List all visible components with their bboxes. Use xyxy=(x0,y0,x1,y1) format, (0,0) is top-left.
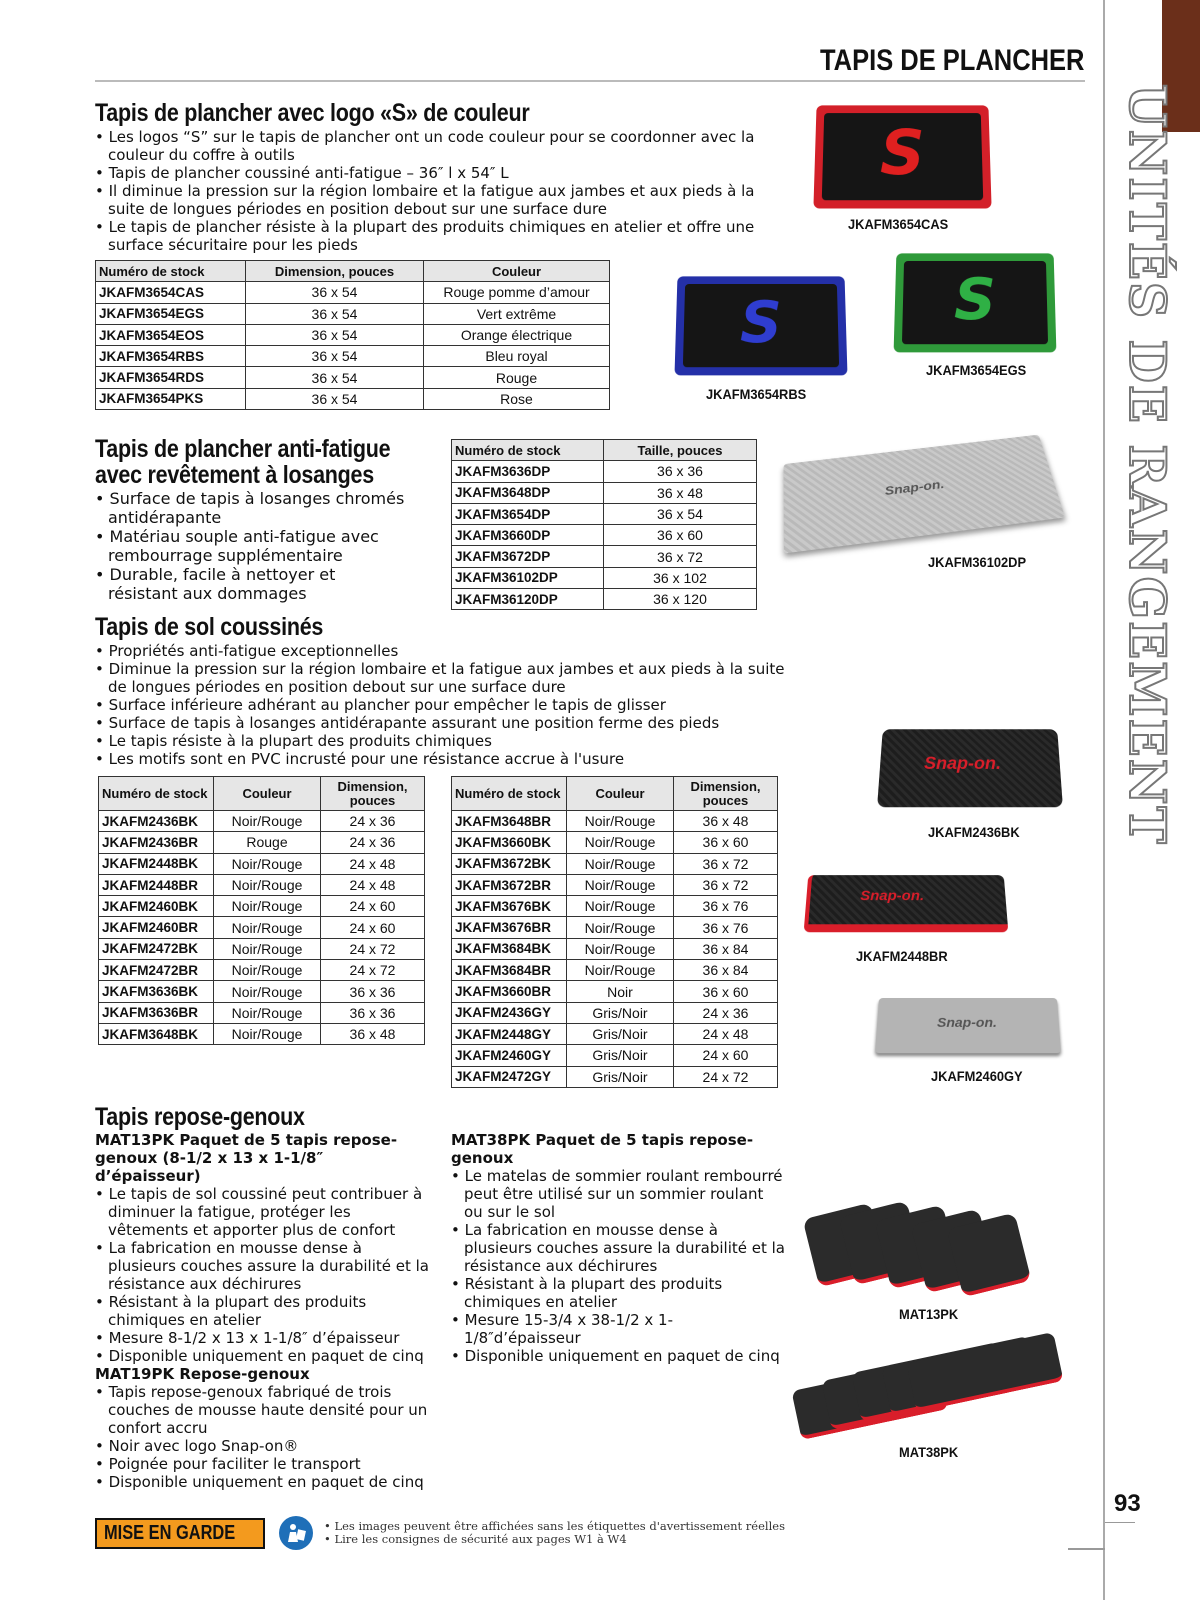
table-cell: Rouge xyxy=(424,367,610,388)
table-cell: Orange électrique xyxy=(424,324,610,345)
table-cell: 24 x 72 xyxy=(674,1066,778,1087)
brand-logo: Snap-on. xyxy=(859,887,925,904)
table-row xyxy=(452,482,757,503)
stock-number-cell: JKAFM2460GY xyxy=(452,1045,567,1066)
col-color: Couleur xyxy=(214,777,321,811)
col-color: Couleur xyxy=(424,261,610,282)
table-cell: 36 x 36 xyxy=(604,461,757,482)
stock-number-cell: JKAFM3648DP xyxy=(452,482,604,503)
image-label-egs: JKAFM3654EGS xyxy=(926,362,1027,378)
stock-number-cell: JKAFM2436GY xyxy=(452,1002,567,1023)
table-cell: Noir/Rouge xyxy=(567,874,674,895)
mat-image-green-s-logo: S xyxy=(894,253,1057,352)
stock-number-cell: JKAFM3654RDS xyxy=(96,367,246,388)
mat19-bullets xyxy=(95,1383,430,1491)
table-cell: 36 x 60 xyxy=(674,981,778,1002)
table-cell: Rouge xyxy=(214,832,321,853)
stock-number-cell: JKAFM3672DP xyxy=(452,546,604,567)
table-cell: Gris/Noir xyxy=(567,1002,674,1023)
stock-number-cell: JKAFM2472BK xyxy=(99,938,214,959)
table-cell: Gris/Noir xyxy=(567,1023,674,1044)
table-cell: 36 x 72 xyxy=(674,874,778,895)
table-row xyxy=(99,832,425,853)
stock-number-cell: JKAFM36102DP xyxy=(452,567,604,588)
table-row xyxy=(452,1023,778,1044)
table-row xyxy=(452,1002,778,1023)
stock-number-cell: JKAFM2436BK xyxy=(99,811,214,832)
table-cell: 36 x 36 xyxy=(321,1002,425,1023)
table-row xyxy=(99,853,425,874)
table-row xyxy=(99,811,425,832)
header-rule xyxy=(95,80,1085,82)
stock-number-cell: JKAFM3636BK xyxy=(99,981,214,1002)
page-number: 93 xyxy=(1114,1490,1141,1517)
stock-number-cell: JKAFM3648BR xyxy=(452,811,567,832)
table-row xyxy=(99,917,425,938)
table-cell: Vert extrême xyxy=(424,303,610,324)
table-row xyxy=(452,896,778,917)
table-cell: Noir/Rouge xyxy=(567,853,674,874)
stock-number-cell: JKAFM3636DP xyxy=(452,461,604,482)
mat-image-gray xyxy=(875,998,1061,1053)
mat-image-knee-pads-13 xyxy=(810,1190,1040,1310)
brand-logo: Snap-on. xyxy=(936,1014,998,1030)
footer-note: • Lire les consignes de sécurité aux pages W1 à W4 xyxy=(324,1533,785,1546)
stock-number-cell: JKAFM3676BK xyxy=(452,896,567,917)
table-cell: 24 x 60 xyxy=(674,1045,778,1066)
stock-number-cell: JKAFM2472GY xyxy=(452,1066,567,1087)
stock-number-cell: JKAFM3654CAS xyxy=(96,282,246,303)
bullet-item: • Surface de tapis à losanges antidérapante assurant une position ferme des pieds xyxy=(95,714,795,732)
bullet-item: • Disponible uniquement en paquet de cinq xyxy=(95,1347,430,1365)
table-row xyxy=(452,832,778,853)
diamond-mats-bullets xyxy=(95,489,405,603)
stock-number-cell: JKAFM2448BR xyxy=(99,874,214,895)
page-number-rule xyxy=(1068,1548,1105,1550)
table-cell: 24 x 72 xyxy=(321,960,425,981)
table-cell: 36 x 54 xyxy=(246,367,424,388)
table-row xyxy=(452,1066,778,1087)
table-row xyxy=(99,981,425,1002)
cushion-mats-table-b xyxy=(451,776,778,1088)
table-row xyxy=(96,324,610,345)
table-cell: Noir/Rouge xyxy=(214,917,321,938)
stock-number-cell: JKAFM3654DP xyxy=(452,503,604,524)
table-cell: Noir xyxy=(567,981,674,1002)
table-row xyxy=(452,938,778,959)
brand-logo: Snap-on. xyxy=(883,476,946,498)
image-label-dp: JKAFM36102DP xyxy=(928,554,1027,570)
bullet-item: • Surface inférieure adhérant au plancher pour empêcher le tapis de glisser xyxy=(95,696,795,714)
table-row xyxy=(96,367,610,388)
table-cell: 36 x 54 xyxy=(246,303,424,324)
table-cell: 36 x 60 xyxy=(604,525,757,546)
table-cell: 36 x 84 xyxy=(674,960,778,981)
bullet-item: • La fabrication en mousse dense à plusieurs couches assure la durabilité et la résistance aux déchirures xyxy=(451,1221,786,1275)
section-title-diamond-l1: Tapis de plancher anti-fatigue xyxy=(95,435,391,463)
table-cell: 24 x 48 xyxy=(674,1023,778,1044)
table-cell: Noir/Rouge xyxy=(567,917,674,938)
table-cell: 36 x 54 xyxy=(604,503,757,524)
table-cell: 36 x 54 xyxy=(246,324,424,345)
stock-number-cell: JKAFM3672BK xyxy=(452,853,567,874)
bullet-item: • Noir avec logo Snap-on® xyxy=(95,1437,430,1455)
table-row xyxy=(96,388,610,409)
mat38-title: MAT38PK Paquet de 5 tapis repose-genoux xyxy=(451,1131,754,1167)
bullet-item: • Poignée pour faciliter le transport xyxy=(95,1455,430,1473)
stock-number-cell: JKAFM3648BK xyxy=(99,1023,214,1044)
col-dimension: Dimension, pouces xyxy=(321,777,425,811)
stock-number-cell: JKAFM3654PKS xyxy=(96,388,246,409)
mat38-bullets xyxy=(451,1167,786,1365)
table-row xyxy=(99,938,425,959)
table-row xyxy=(452,567,757,588)
diamond-mats-table xyxy=(451,439,757,610)
table-row xyxy=(452,853,778,874)
stock-number-cell: JKAFM3636BR xyxy=(99,1002,214,1023)
side-title: UNITÉS DE RANGEMENT xyxy=(1118,84,1177,846)
bullet-item: • Disponible uniquement en paquet de cinq xyxy=(451,1347,786,1365)
image-label-rbs: JKAFM3654RBS xyxy=(706,386,807,402)
stock-number-cell: JKAFM3684BR xyxy=(452,960,567,981)
mat-image-diamond-plate xyxy=(784,435,1066,554)
table-row xyxy=(452,503,757,524)
stock-number-cell: JKAFM3684BK xyxy=(452,938,567,959)
bullet-item: • Mesure 8-1/2 x 13 x 1-1/8″ d’épaisseur xyxy=(95,1329,430,1347)
table-cell: Noir/Rouge xyxy=(567,960,674,981)
table-row xyxy=(99,874,425,895)
stock-number-cell: JKAFM3660BR xyxy=(452,981,567,1002)
col-color: Couleur xyxy=(567,777,674,811)
table-cell: 24 x 36 xyxy=(674,1002,778,1023)
mat13-bullets xyxy=(95,1185,430,1365)
table-row xyxy=(96,303,610,324)
col-dimension: Dimension, pouces xyxy=(674,777,778,811)
bullet-item: • Le tapis résiste à la plupart des produits chimiques xyxy=(95,732,795,750)
stock-number-cell: JKAFM3660DP xyxy=(452,525,604,546)
table-cell: Noir/Rouge xyxy=(214,981,321,1002)
stock-number-cell: JKAFM2460BK xyxy=(99,896,214,917)
table-cell: Noir/Rouge xyxy=(567,811,674,832)
col-stock: Numéro de stock xyxy=(452,777,567,811)
bullet-item: • Diminue la pression sur la région lombaire et la fatigue aux jambes et aux pieds à la suite de longues périodes en position debout sur une surface dure xyxy=(95,660,795,696)
bullet-item: • Durable, facile à nettoyer et résistant aux dommages xyxy=(95,565,405,603)
table-cell: Noir/Rouge xyxy=(214,874,321,895)
table-row xyxy=(99,896,425,917)
table-cell: 36 x 54 xyxy=(246,388,424,409)
table-cell: Gris/Noir xyxy=(567,1066,674,1087)
footer-notes xyxy=(324,1520,785,1546)
table-cell: 36 x 84 xyxy=(674,938,778,959)
mat-image-red-s-logo: S xyxy=(813,105,991,208)
brand-logo: Snap-on. xyxy=(923,753,1002,773)
col-stock: Numéro de stock xyxy=(99,777,214,811)
warning-label: MISE EN GARDE xyxy=(104,1522,236,1544)
table-row xyxy=(99,1002,425,1023)
bullet-item: • Les motifs sont en PVC incrusté pour une résistance accrue à l'usure xyxy=(95,750,795,768)
stock-number-cell: JKAFM3660BK xyxy=(452,832,567,853)
table-cell: 24 x 36 xyxy=(321,811,425,832)
side-rule xyxy=(1103,0,1105,1600)
col-dimension: Dimension, pouces xyxy=(246,261,424,282)
mat38-block xyxy=(451,1131,786,1365)
stock-number-cell: JKAFM3654EGS xyxy=(96,303,246,324)
mat-image-blue-s-logo: S xyxy=(674,276,847,375)
table-row xyxy=(452,960,778,981)
mat-image-black-red xyxy=(877,729,1063,807)
bullet-item: • Le tapis de plancher résiste à la plupart des produits chimiques en atelier et offre une surface sécuritaire pour les pieds xyxy=(95,218,795,254)
table-cell: Noir/Rouge xyxy=(214,1002,321,1023)
table-cell: Noir/Rouge xyxy=(567,832,674,853)
table-row xyxy=(452,811,778,832)
mat13-title: MAT13PK Paquet de 5 tapis repose-genoux (8-1/2 x 13 x 1-1/8″ d’épaisseur) xyxy=(95,1131,398,1185)
table-cell: 36 x 72 xyxy=(604,546,757,567)
table-cell: 36 x 76 xyxy=(674,917,778,938)
table-cell: 36 x 36 xyxy=(321,981,425,1002)
table-row xyxy=(452,461,757,482)
table-cell: Noir/Rouge xyxy=(214,938,321,959)
table-cell: 24 x 72 xyxy=(321,938,425,959)
table-row xyxy=(452,981,778,1002)
page-title: TAPIS DE PLANCHER xyxy=(820,44,1085,77)
table-cell: 36 x 120 xyxy=(604,589,757,610)
table-cell: Noir/Rouge xyxy=(214,896,321,917)
table-cell: Bleu royal xyxy=(424,346,610,367)
footer-note: • Les images peuvent être affichées sans les étiquettes d'avertissement réelles xyxy=(324,1520,785,1533)
mat-image-knee-pads-38 xyxy=(795,1345,1065,1435)
mat13-block xyxy=(95,1131,430,1491)
table-cell: Noir/Rouge xyxy=(214,853,321,874)
page-number-rule xyxy=(1105,1522,1135,1523)
table-row xyxy=(452,1045,778,1066)
logo-mats-table xyxy=(95,260,610,410)
logo-mats-bullets xyxy=(95,128,795,254)
image-label-cas: JKAFM3654CAS xyxy=(848,216,949,232)
bullet-item: • Propriétés anti-fatigue exceptionnelles xyxy=(95,642,795,660)
manual-read-icon xyxy=(279,1516,313,1550)
stock-number-cell: JKAFM3676BR xyxy=(452,917,567,938)
table-row xyxy=(99,960,425,981)
bullet-item: • Tapis de plancher coussiné anti-fatigue – 36″ l x 54″ L xyxy=(95,164,795,182)
table-row xyxy=(96,346,610,367)
bullet-item: • Résistant à la plupart des produits chimiques en atelier xyxy=(451,1275,786,1311)
table-cell: 36 x 54 xyxy=(246,282,424,303)
table-cell: Noir/Rouge xyxy=(214,1023,321,1044)
table-cell: Gris/Noir xyxy=(567,1045,674,1066)
table-row xyxy=(452,589,757,610)
table-cell: 36 x 54 xyxy=(246,346,424,367)
table-cell: 24 x 36 xyxy=(321,832,425,853)
table-cell: 36 x 102 xyxy=(604,567,757,588)
mat19-title: MAT19PK Repose-genoux xyxy=(95,1365,310,1383)
bullet-item: • Tapis repose-genoux fabriqué de trois couches de mousse haute densité pour un confort accru xyxy=(95,1383,430,1437)
col-stock: Numéro de stock xyxy=(96,261,246,282)
table-cell: 24 x 60 xyxy=(321,917,425,938)
table-row xyxy=(452,546,757,567)
warning-badge xyxy=(95,1518,265,1549)
stock-number-cell: JKAFM3672BR xyxy=(452,874,567,895)
table-row xyxy=(99,1023,425,1044)
table-cell: Rouge pomme d’amour xyxy=(424,282,610,303)
bullet-item: • La fabrication en mousse dense à plusieurs couches assure la durabilité et la résistance aux déchirures xyxy=(95,1239,430,1293)
stock-number-cell: JKAFM3654RBS xyxy=(96,346,246,367)
stock-number-cell: JKAFM2448BK xyxy=(99,853,214,874)
table-row xyxy=(452,874,778,895)
table-row xyxy=(96,282,610,303)
table-cell: 24 x 48 xyxy=(321,874,425,895)
bullet-item: • Le matelas de sommier roulant rembourré peut être utilisé sur un sommier roulant ou sur le sol xyxy=(451,1167,786,1221)
bullet-item: • Le tapis de sol coussiné peut contribuer à diminuer la fatigue, protéger les vêtements et apporter plus de confort xyxy=(95,1185,430,1239)
stock-number-cell: JKAFM3654EOS xyxy=(96,324,246,345)
table-row xyxy=(452,525,757,546)
table-cell: Noir/Rouge xyxy=(567,896,674,917)
table-cell: Rose xyxy=(424,388,610,409)
bullet-item: • Il diminue la pression sur la région lombaire et la fatigue aux jambes et aux pieds à la suite de longues périodes en position debout sur une surface dure xyxy=(95,182,795,218)
table-cell: 36 x 48 xyxy=(674,811,778,832)
col-stock: Numéro de stock xyxy=(452,440,604,461)
table-cell: Noir/Rouge xyxy=(567,938,674,959)
table-cell: Noir/Rouge xyxy=(214,960,321,981)
table-cell: 24 x 60 xyxy=(321,896,425,917)
section-title-logo-mats: Tapis de plancher avec logo «S» de couleur xyxy=(95,99,530,127)
cushion-mats-table-a xyxy=(98,776,425,1045)
stock-number-cell: JKAFM2448GY xyxy=(452,1023,567,1044)
section-title-knee-pads: Tapis repose-genoux xyxy=(95,1103,305,1131)
table-cell: 36 x 48 xyxy=(321,1023,425,1044)
bullet-item: • Mesure 15-3/4 x 38-1/2 x 1-1/8″d’épaisseur xyxy=(451,1311,786,1347)
stock-number-cell: JKAFM2472BR xyxy=(99,960,214,981)
table-cell: 36 x 72 xyxy=(674,853,778,874)
table-cell: Noir/Rouge xyxy=(214,811,321,832)
table-cell: 36 x 48 xyxy=(604,482,757,503)
stock-number-cell: JKAFM36120DP xyxy=(452,589,604,610)
col-size: Taille, pouces xyxy=(604,440,757,461)
bullet-item: • Les logos “S” sur le tapis de plancher ont un code couleur pour se coordonner avec la couleur du coffre à outils xyxy=(95,128,795,164)
mat-image-red-border xyxy=(804,875,1009,932)
bullet-item: • Matériau souple anti-fatigue avec rembourrage supplémentaire xyxy=(95,527,405,565)
stock-number-cell: JKAFM2436BR xyxy=(99,832,214,853)
section-title-cushion-mats: Tapis de sol coussinés xyxy=(95,613,324,641)
bullet-item: • Résistant à la plupart des produits chimiques en atelier xyxy=(95,1293,430,1329)
cushion-mats-bullets xyxy=(95,642,795,768)
table-cell: 24 x 48 xyxy=(321,853,425,874)
image-label-br: JKAFM2448BR xyxy=(856,948,948,964)
bullet-item: • Surface de tapis à losanges chromés antidérapante xyxy=(95,489,405,527)
table-row xyxy=(452,917,778,938)
bullet-item: • Disponible uniquement en paquet de cinq xyxy=(95,1473,430,1491)
image-label-bk: JKAFM2436BK xyxy=(928,824,1020,840)
image-label-mat13: MAT13PK xyxy=(899,1306,959,1322)
table-cell: 36 x 60 xyxy=(674,832,778,853)
stock-number-cell: JKAFM2460BR xyxy=(99,917,214,938)
image-label-gy: JKAFM2460GY xyxy=(931,1068,1023,1084)
table-cell: 36 x 76 xyxy=(674,896,778,917)
image-label-mat38: MAT38PK xyxy=(899,1444,959,1460)
section-title-diamond-l2: avec revêtement à losanges xyxy=(95,461,374,489)
